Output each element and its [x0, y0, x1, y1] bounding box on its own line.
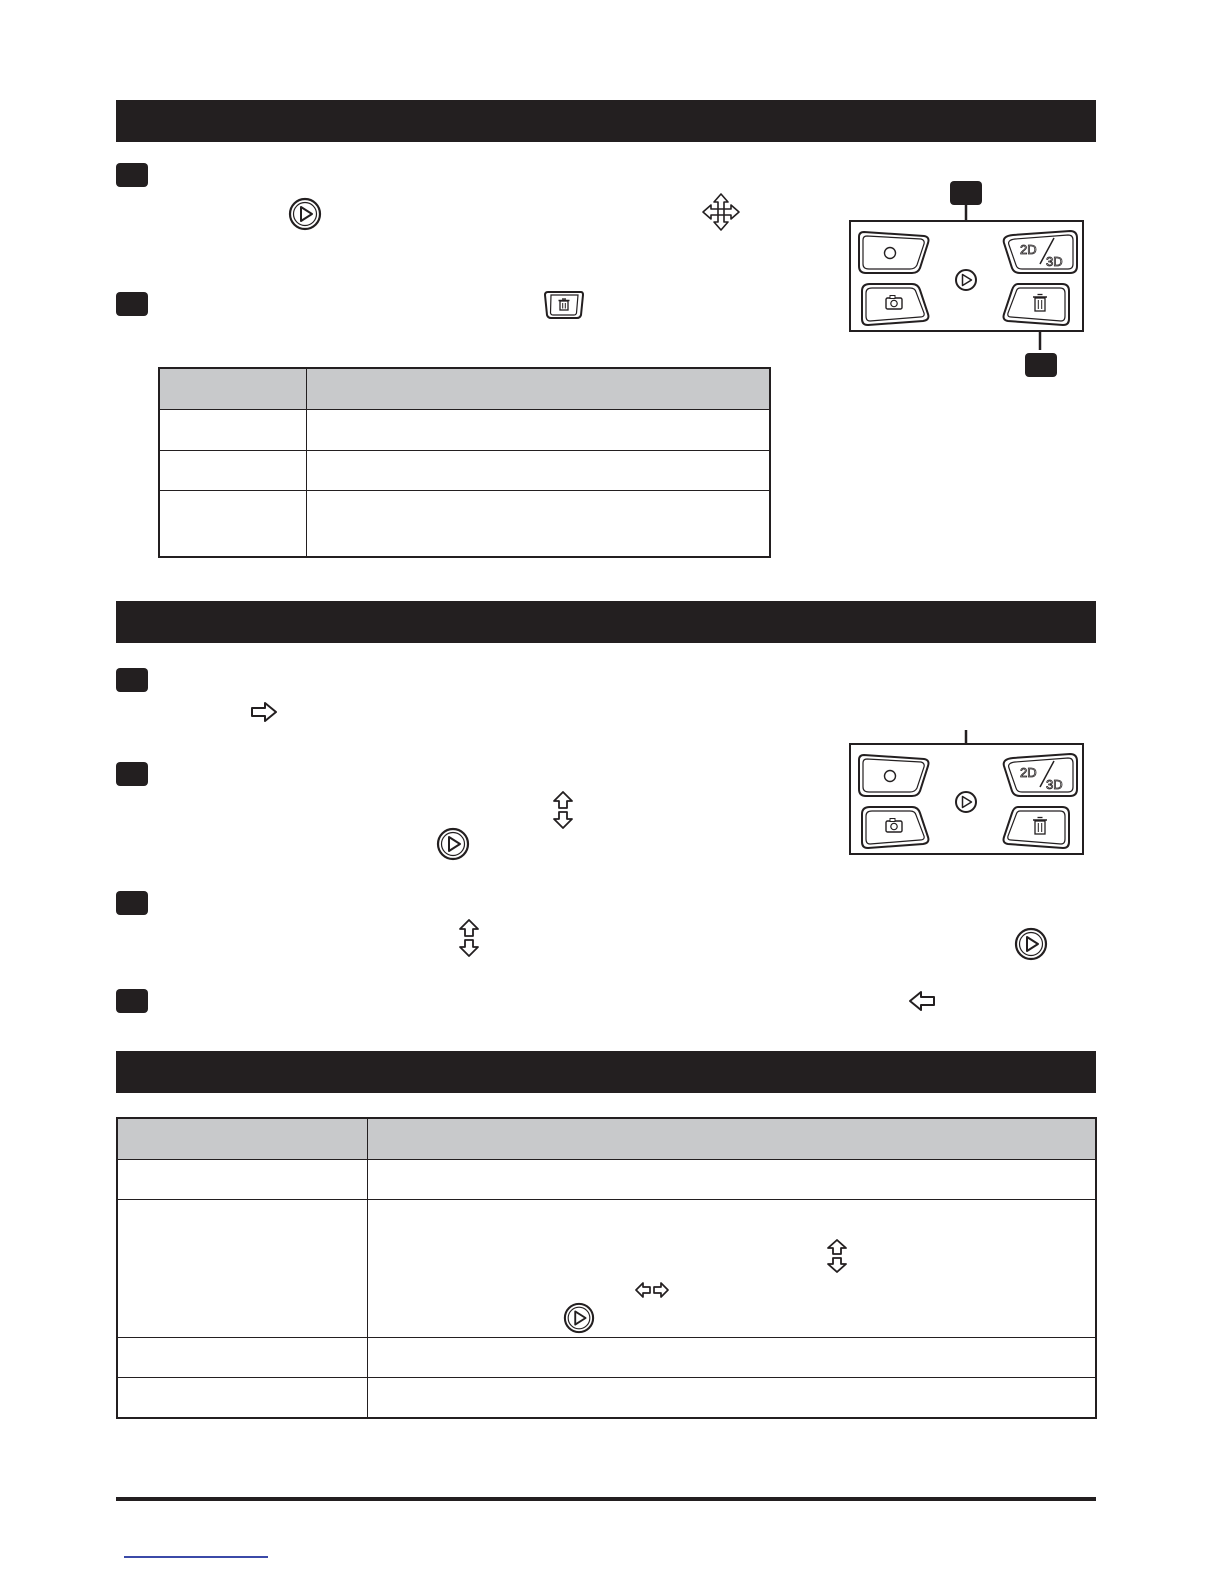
- table-row: [159, 451, 307, 491]
- options-table-1: [158, 367, 771, 558]
- table-row: [117, 1378, 368, 1418]
- table-row: [159, 410, 307, 451]
- mode-label-3d: 3D: [1046, 777, 1063, 792]
- table-cell: [307, 491, 771, 557]
- section-header-bar-3: [116, 1051, 1096, 1093]
- footer-link-underline[interactable]: [124, 1556, 268, 1558]
- four-way-navigation-icon: [701, 192, 741, 232]
- table-2-header-cell: [117, 1118, 368, 1160]
- table-row: [159, 491, 307, 557]
- callout-badge-bottom: [1025, 353, 1057, 377]
- control-panel-diagram-bottom: [848, 728, 1088, 860]
- step-badge-2c: [116, 891, 148, 915]
- arrow-up-down-icon: [825, 1238, 849, 1274]
- table-1-header-cell: [159, 368, 307, 410]
- arrow-left-icon: [908, 989, 936, 1013]
- arrow-left-right-icon: [634, 1280, 670, 1300]
- play-button-icon: [563, 1302, 595, 1334]
- table-cell: [368, 1338, 1097, 1378]
- delete-button: [1004, 284, 1070, 325]
- arrow-right-icon: [250, 700, 278, 724]
- snapshot-button: [862, 807, 928, 848]
- table-row: [117, 1338, 368, 1378]
- mode-label-3d: 3D: [1046, 254, 1063, 269]
- table-cell: [368, 1200, 1097, 1338]
- mode-label-2d: 2D: [1020, 242, 1037, 257]
- play-button-icon: [1014, 927, 1048, 961]
- step-badge-1a: [116, 163, 148, 187]
- delete-button-icon: [543, 289, 585, 321]
- table-cell: [307, 451, 771, 491]
- mode-2d-3d-button: [1004, 231, 1077, 273]
- section-header-bar-2: [116, 601, 1096, 643]
- section-header-bar-1: [116, 100, 1096, 142]
- play-button: [956, 792, 976, 812]
- table-cell: [368, 1378, 1097, 1418]
- table-row: [117, 1160, 368, 1200]
- options-table-2: [116, 1117, 1097, 1419]
- delete-button: [1004, 807, 1070, 848]
- play-button-icon: [436, 827, 470, 861]
- table-row: [117, 1200, 368, 1338]
- table-1-header-cell: [307, 368, 771, 410]
- table-2-header-cell: [368, 1118, 1097, 1160]
- table-cell: [368, 1160, 1097, 1200]
- table-cell: [307, 410, 771, 451]
- arrow-up-down-icon: [457, 918, 481, 958]
- snapshot-button: [862, 284, 928, 325]
- play-button: [956, 270, 976, 290]
- mode-label-2d: 2D: [1020, 765, 1037, 780]
- step-badge-2b: [116, 762, 148, 786]
- step-badge-2d: [116, 989, 148, 1013]
- control-panel-diagram-top: [848, 200, 1088, 356]
- step-badge-1b: [116, 292, 148, 316]
- mode-2d-3d-button: [1004, 754, 1077, 796]
- play-button-icon: [288, 197, 322, 231]
- step-badge-2a: [116, 668, 148, 692]
- record-button: [859, 232, 929, 273]
- arrow-up-down-icon: [551, 790, 575, 830]
- footer-rule: [116, 1497, 1096, 1501]
- record-button: [859, 755, 929, 796]
